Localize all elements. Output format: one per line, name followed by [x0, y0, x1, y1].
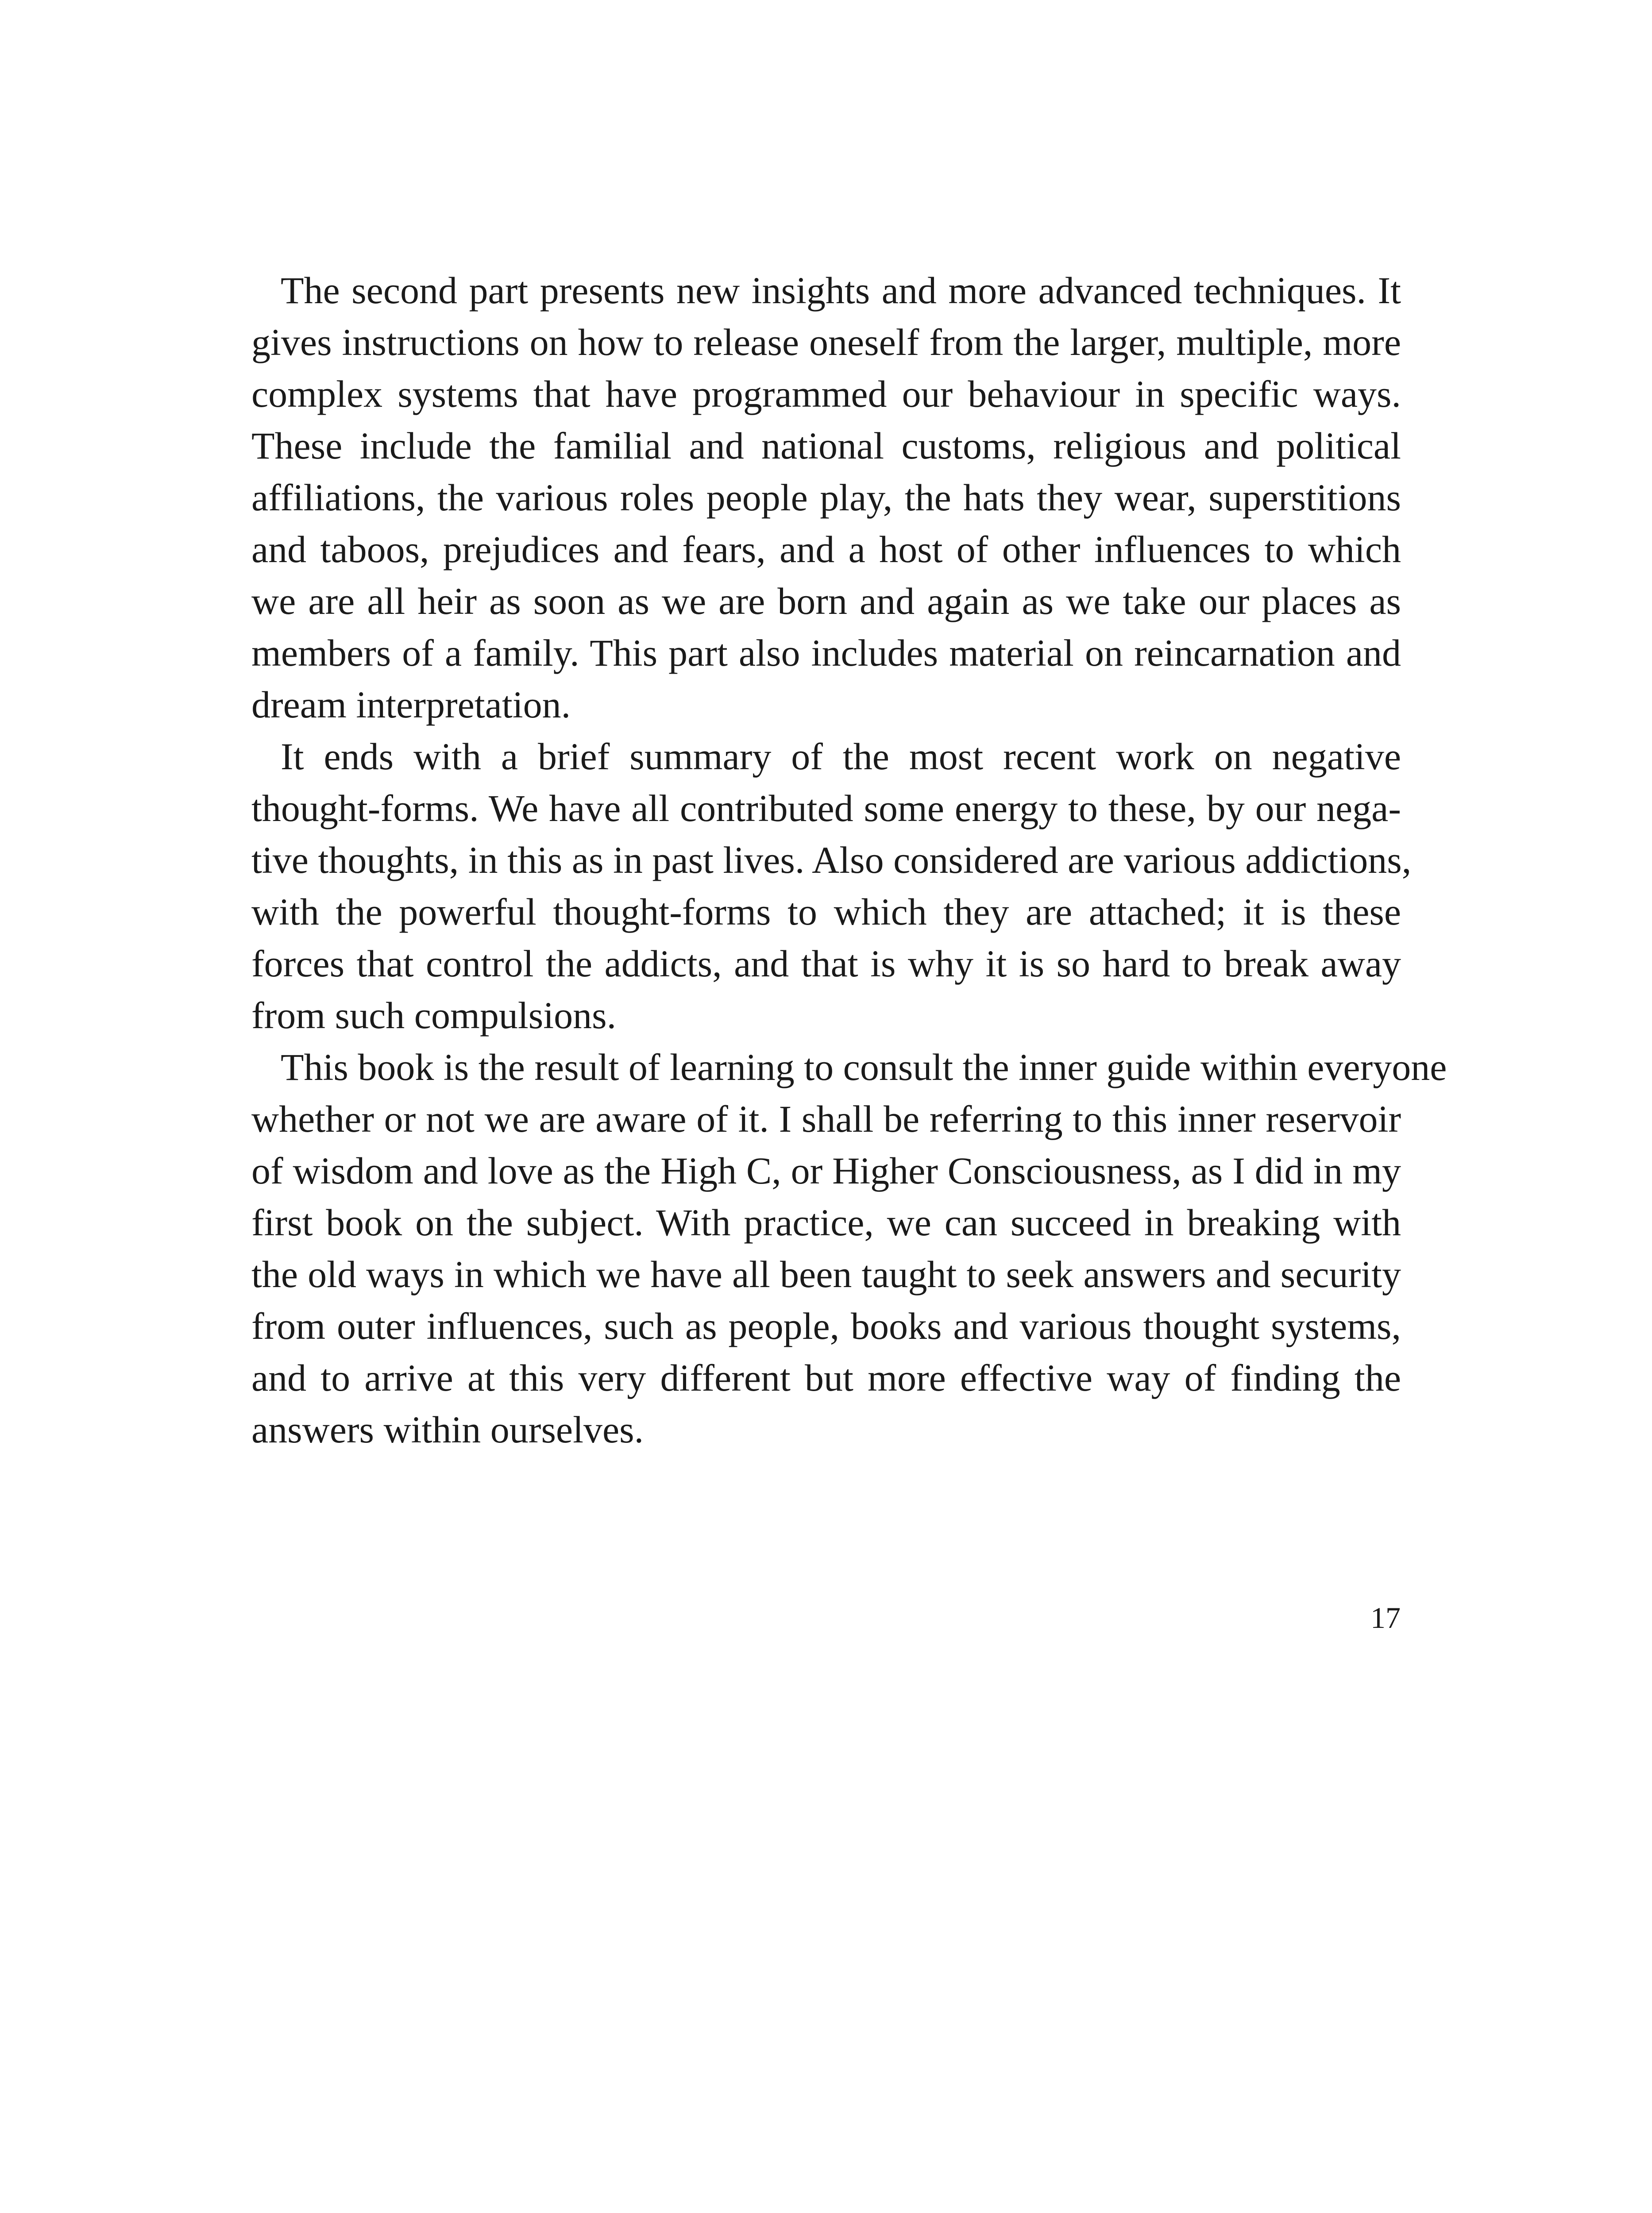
- paragraph-1-line-9: dream interpretation.: [251, 683, 571, 726]
- paragraph-2-line-1: It ends with a brief summary of the most recent work on negative: [281, 735, 1401, 778]
- paragraph-1-line-1: The second part presents new insights and more advanced techniques. It: [281, 269, 1401, 312]
- paragraph-1-line-7: we are all heir as soon as we are born and again as we take our places as: [251, 580, 1401, 622]
- paragraph-3-line-3: of wisdom and love as the High C, or Higher Consciousness, as I did in my: [251, 1149, 1401, 1192]
- paragraph-1-line-6: and taboos, prejudices and fears, and a host of other influences to which: [251, 528, 1401, 571]
- paragraph-3-line-5: the old ways in which we have all been taught to seek answers and security: [251, 1253, 1401, 1295]
- paragraph-3-line-6: from outer influences, such as people, books and various thought systems,: [251, 1305, 1401, 1347]
- paragraph-3-line-8: answers within ourselves.: [251, 1408, 644, 1451]
- paragraph-1-line-8: members of a family. This part also includes material on reincarnation and: [251, 632, 1401, 674]
- paragraph-3-line-2: whether or not we are aware of it. I shall be referring to this inner reservoir: [251, 1098, 1401, 1140]
- paragraph-2-line-4: with the powerful thought-forms to which they are attached; it is these: [251, 891, 1401, 933]
- paragraph-3-line-4: first book on the subject. With practice, we can succeed in breaking with: [251, 1201, 1401, 1244]
- paragraph-3-line-1: This book is the result of learning to consult the inner guide within everyone: [281, 1046, 1447, 1088]
- paragraph-3-line-7: and to arrive at this very different but more effective way of finding the: [251, 1357, 1401, 1399]
- paragraph-2-line-6: from such compulsions.: [251, 994, 617, 1037]
- paragraph-1-line-3: complex systems that have programmed our behaviour in specific ways.: [251, 373, 1401, 415]
- paragraph-1-line-2: gives instructions on how to release oneself from the larger, multiple, more: [251, 321, 1401, 363]
- page-number: 17: [1370, 1601, 1401, 1635]
- paragraph-1-line-4: These include the familial and national customs, religious and political: [251, 424, 1401, 467]
- paragraph-2-line-5: forces that control the addicts, and that is why it is so hard to break away: [251, 942, 1401, 985]
- paragraph-2-line-2: thought-forms. We have all contributed some energy to these, by our nega-: [251, 787, 1401, 829]
- paragraph-2-line-3: tive thoughts, in this as in past lives. Also considered are various addictions,: [251, 839, 1412, 881]
- paragraph-1-line-5: affiliations, the various roles people play, the hats they wear, superstitions: [251, 476, 1401, 519]
- body-text: [251, 265, 1447, 1456]
